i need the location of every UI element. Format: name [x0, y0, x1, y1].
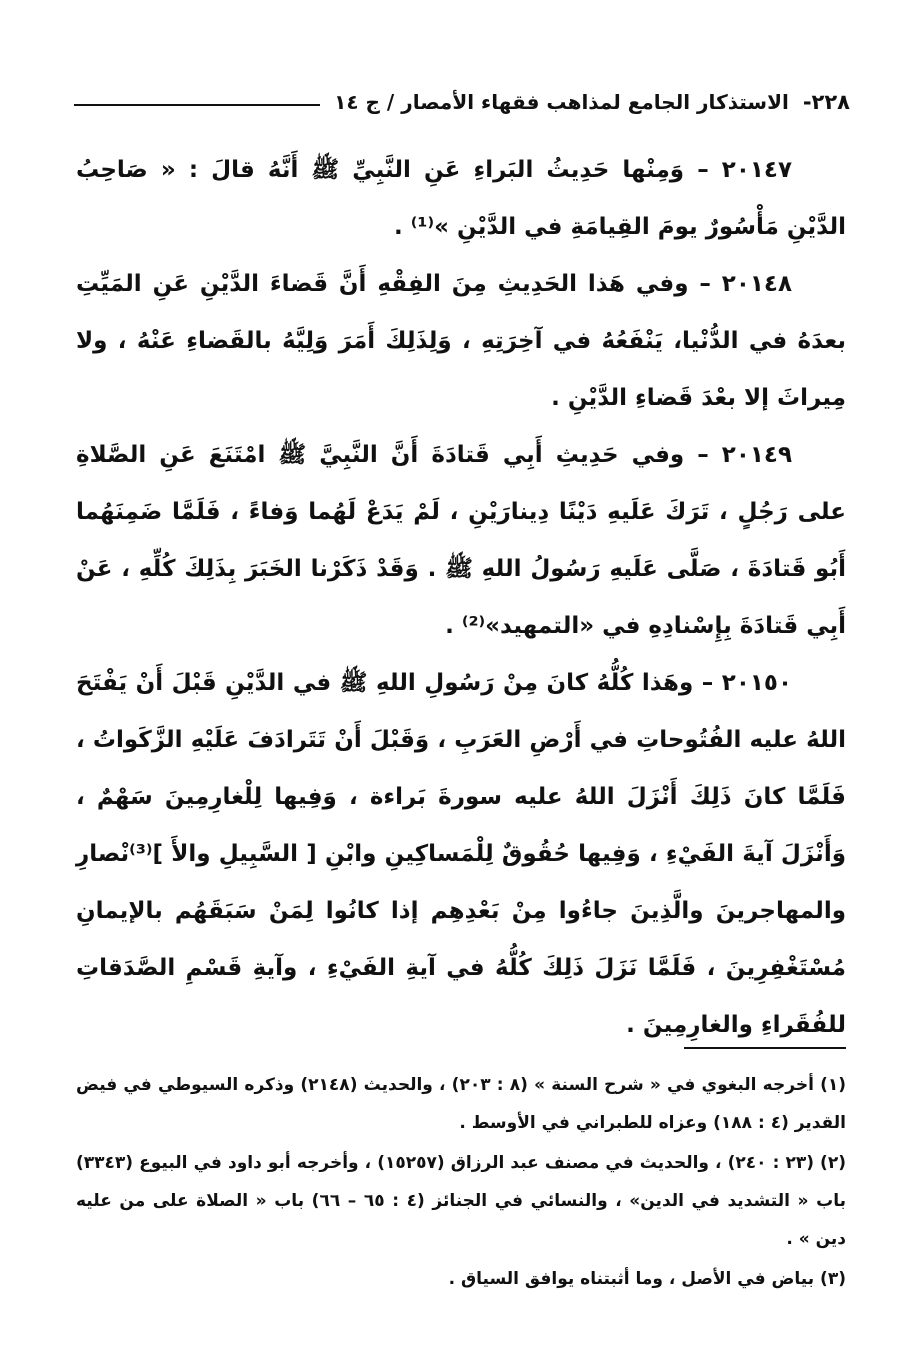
header-rule	[74, 104, 320, 106]
running-header	[74, 84, 850, 120]
paragraph-20147: ٢٠١٤٧ – وَمِنْها حَدِيثُ البَراءِ عَنِ النَّبِيِّ ﷺ أَنَّهُ قالَ : « صَاحِبُ الدَّيْنِ مَأْسُورٌ يومَ القِيامَةِ في الدَّيْنِ »⁽¹⁾ .	[76, 157, 846, 240]
main-text	[76, 142, 846, 1054]
footnotes	[76, 1066, 846, 1300]
running-title: الاستذكار الجامع لمذاهب فقهاء الأمصار / ج ١٤	[334, 90, 789, 114]
footnote-3: (٣) بياض في الأصل ، وما أثبتناه يوافق السياق .	[448, 1269, 846, 1289]
page-number: ٢٢٨-	[802, 90, 850, 114]
paragraph-20148: ٢٠١٤٨ – وفي هَذا الحَدِيثِ مِنَ الفِقْهِ أَنَّ قَضاءَ الدَّيْنِ عَنِ المَيِّتِ بعدَهُ في الدُّنْيا، يَنْفَعُهُ في آخِرَتِهِ ، وَلِذَلِكَ أَمَرَ وَلِيَّهُ بالقَضاءِ عَنْهُ ، ولا مِيراثَ إلا بعْدَ قَضاءِ الدَّيْنِ .	[76, 271, 846, 411]
paragraph-20150: ٢٠١٥٠ – وهَذا كُلُّهُ كانَ مِنْ رَسُولِ اللهِ ﷺ في الدَّيْنِ قَبْلَ أَنْ يَفْتَحَ اللهُ عليه الفُتُوحاتِ في أَرْضِ العَرَبِ ، وَقَبْلَ أَنْ تَتَرادَفَ عَلَيْهِ الزَّكَواتُ ، فَلَمَّا كانَ ذَلِكَ أَنْزَلَ اللهُ عليه سورةَ بَراءة ، وَفِيها لِلْغارِمِينَ سَهْمٌ ، وَأَنْزَلَ آيةَ الفَيْءِ ، وَفِيها حُقُوقٌ لِلْمَساكِينِ وابْنِ [ السَّبِيلِ والأَ ]⁽³⁾نْصارِ والمهاجرينَ والَّذِينَ جاءُوا مِنْ بَعْدِهِم إذا كانُوا لِمَنْ سَبَقَهُم بالإيمانِ مُسْتَغْفِرِينَ ، فَلَمَّا نَزَلَ ذَلِكَ كُلُّهُ في آيةِ الفَيْءِ ، وآيةِ قَسْمِ الصَّدَقاتِ للفُقَراءِ والغارِمِينَ .	[76, 670, 846, 1038]
footnote-separator	[684, 1047, 846, 1049]
paragraph-20149: ٢٠١٤٩ – وفي حَدِيثِ أَبِي قَتادَةَ أَنَّ النَّبِيَّ ﷺ امْتَنَعَ عَنِ الصَّلاةِ على رَجُلٍ ، تَرَكَ عَلَيهِ دَيْنًا دِينارَيْنِ ، لَمْ يَدَعْ لَهُما وَفاءً ، فَلَمَّا ضَمِنَهُما أَبُو قَتادَةَ ، صَلَّى عَلَيهِ رَسُولُ اللهِ ﷺ . وَقَدْ ذَكَرْنا الخَبَرَ بِذَلِكَ كُلِّهِ ، عَنْ أَبِي قَتادَةَ بِإِسْنادِهِ في «التمهيد»⁽²⁾ .	[76, 442, 846, 639]
footnote-1: (١) أخرجه البغوي في « شرح السنة » (٨ : ٢٠٣) ، والحديث (٢١٤٨) وذكره السيوطي في فيض القدير (٤ : ١٨٨) وعزاه للطبراني في الأوسط .	[76, 1075, 847, 1133]
footnote-2: (٢) (٢٣ : ٢٤٠) ، والحديث في مصنف عبد الرزاق (١٥٢٥٧) ، وأخرجه أبو داود في البيوع (٣٣٤٣) باب « التشديد في الدين» ، والنسائي في الجنائز (٤ : ٦٥ – ٦٦) باب « الصلاة على من عليه دين » .	[76, 1153, 846, 1249]
